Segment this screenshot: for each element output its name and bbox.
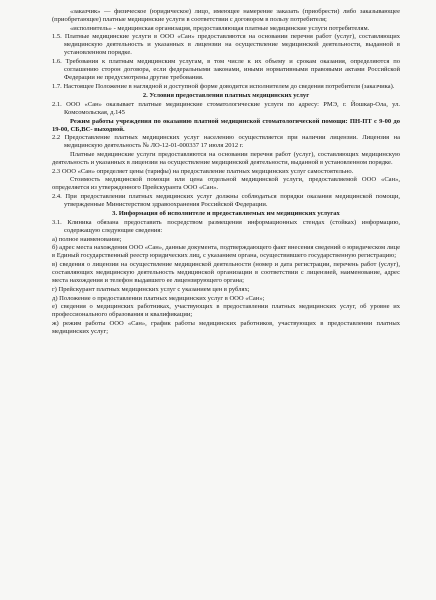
clause-3-1: 3.1. Клиника обязана предоставить посредством размещения информационных стендах (стойках) информацию, содержащую следующие сведения:: [52, 219, 400, 235]
clause-2-3: 2.3 ООО «Сан» определяет цены (тарифы) на предоставление платных медицинских услуг самостоятельно.: [52, 167, 354, 175]
clause-2-1: 2.1. ООО «Сан» оказывает платные медицинские стоматологические услуги по адресу: РМЭ, г. Йошкар-Ола, ул. Комсомольская, д.145: [52, 100, 400, 116]
list-item-b: б) адрес места нахождения ООО «Сан», данные документа, подтверждающего факт внесения сведений о юридическом лице в Единый государственный реестр юридических лиц, с указанием органа, осуществившего государственную регистрацию;: [52, 244, 400, 260]
clause-1-6: 1.6. Требования к платным медицинским услугам, в том числе к их объему и срокам оказания, определяются по соглашению сторон договора, если федеральными законами, иными нормативными правовыми актами Российской Федерации не предусмотрены другие требования.: [52, 58, 400, 82]
list-item-e: е) сведения о медицинских работниках, участвующих в предоставлении платных медицинских услуг, об уровне их профессионального образования и квалификации;: [52, 303, 400, 319]
clause-1-7: 1.7. Настоящее Положение в наглядной и доступной форме доводится исполнителем до сведения потребителя (заказчика).: [52, 82, 395, 90]
clause-1-5: 1.5. Платные медицинские услуги в ООО «Сан» предоставляются на основании перечня работ (услуг), составляющих медицинскую деятельность и указанных в лицензии на осуществление медицинской деятельности, выданной в установленном порядке.: [52, 33, 400, 57]
list-item-g: г) Прейскурант платных медицинских услуг с указанием цен в рублях;: [52, 285, 250, 293]
list-item-a: а) полное наименование;: [52, 235, 122, 243]
list-item-zh: ж) режим работы ООО «Сан», график работы медицинских работников, участвующих в предоставлении платных медицинских услуг;: [52, 319, 400, 335]
section-2-heading: 2. Условия предоставления платных медицинских услуг: [142, 91, 310, 99]
section-3-heading: 3. Информация об исполнителе и предоставляемых им медицинских услугах: [112, 210, 340, 218]
list-item-v: в) сведения о лицензии на осуществление медицинской деятельности (номер и дата регистрации, перечень работ (услуг), составляющих медицинскую деятельность медицинской организации в соответствии с лицензией, наименование, адрес места нахождения и телефон выдавшего ее лицензирующего органа;: [52, 261, 400, 285]
list-item-d: д) Положение о предоставлении платных медицинских услуг в ООО «Сан»;: [52, 294, 265, 302]
clause-2-4: 2.4. При предоставлении платных медицинских услуг должны соблюдаться порядки оказания медицинской помощи, утвержденные Министерством здравоохранения Российской Федерации.: [52, 192, 400, 209]
clause-2-2-basis: Платные медицинские услуги предоставляются на основании перечня работ (услуг), составляющих медицинскую деятельность и указанных в лицензии на осуществление медицинской деятельности, выданной в установленном порядке.: [52, 150, 400, 166]
clause-2-3-cost: Стоимость медицинской помощи или цена отдельной медицинской услуги, предоставляемой ООО «Сан», определяется из утвержденного Прейскуранта ООО «Сан».: [52, 176, 400, 192]
clause-2-1-hours: Режим работы учреждения по оказанию платной медицинской стоматологической помощи: ПН-ПТ с 9-00 до 19-00, СБ,ВС- выходной.: [52, 117, 400, 133]
definition-customer: «заказчик» — физическое (юридическое) лицо, имеющее намерение заказать (приобрести) либо заказывающее (приобретающее) платные медицинские услуги в соответствии с договором в пользу потребителя;: [52, 8, 400, 24]
clause-2-2: 2.2 Предоставление платных медицинских услуг населению осуществляется при наличии лицензии. Лицензия на медицинскую деятельность № ЛО-12-01-000337 17 июля 2012 г.: [52, 134, 400, 150]
definition-executor: «исполнитель» - медицинская организация, предоставляющая платные медицинские услуги потребителям.: [70, 24, 370, 32]
